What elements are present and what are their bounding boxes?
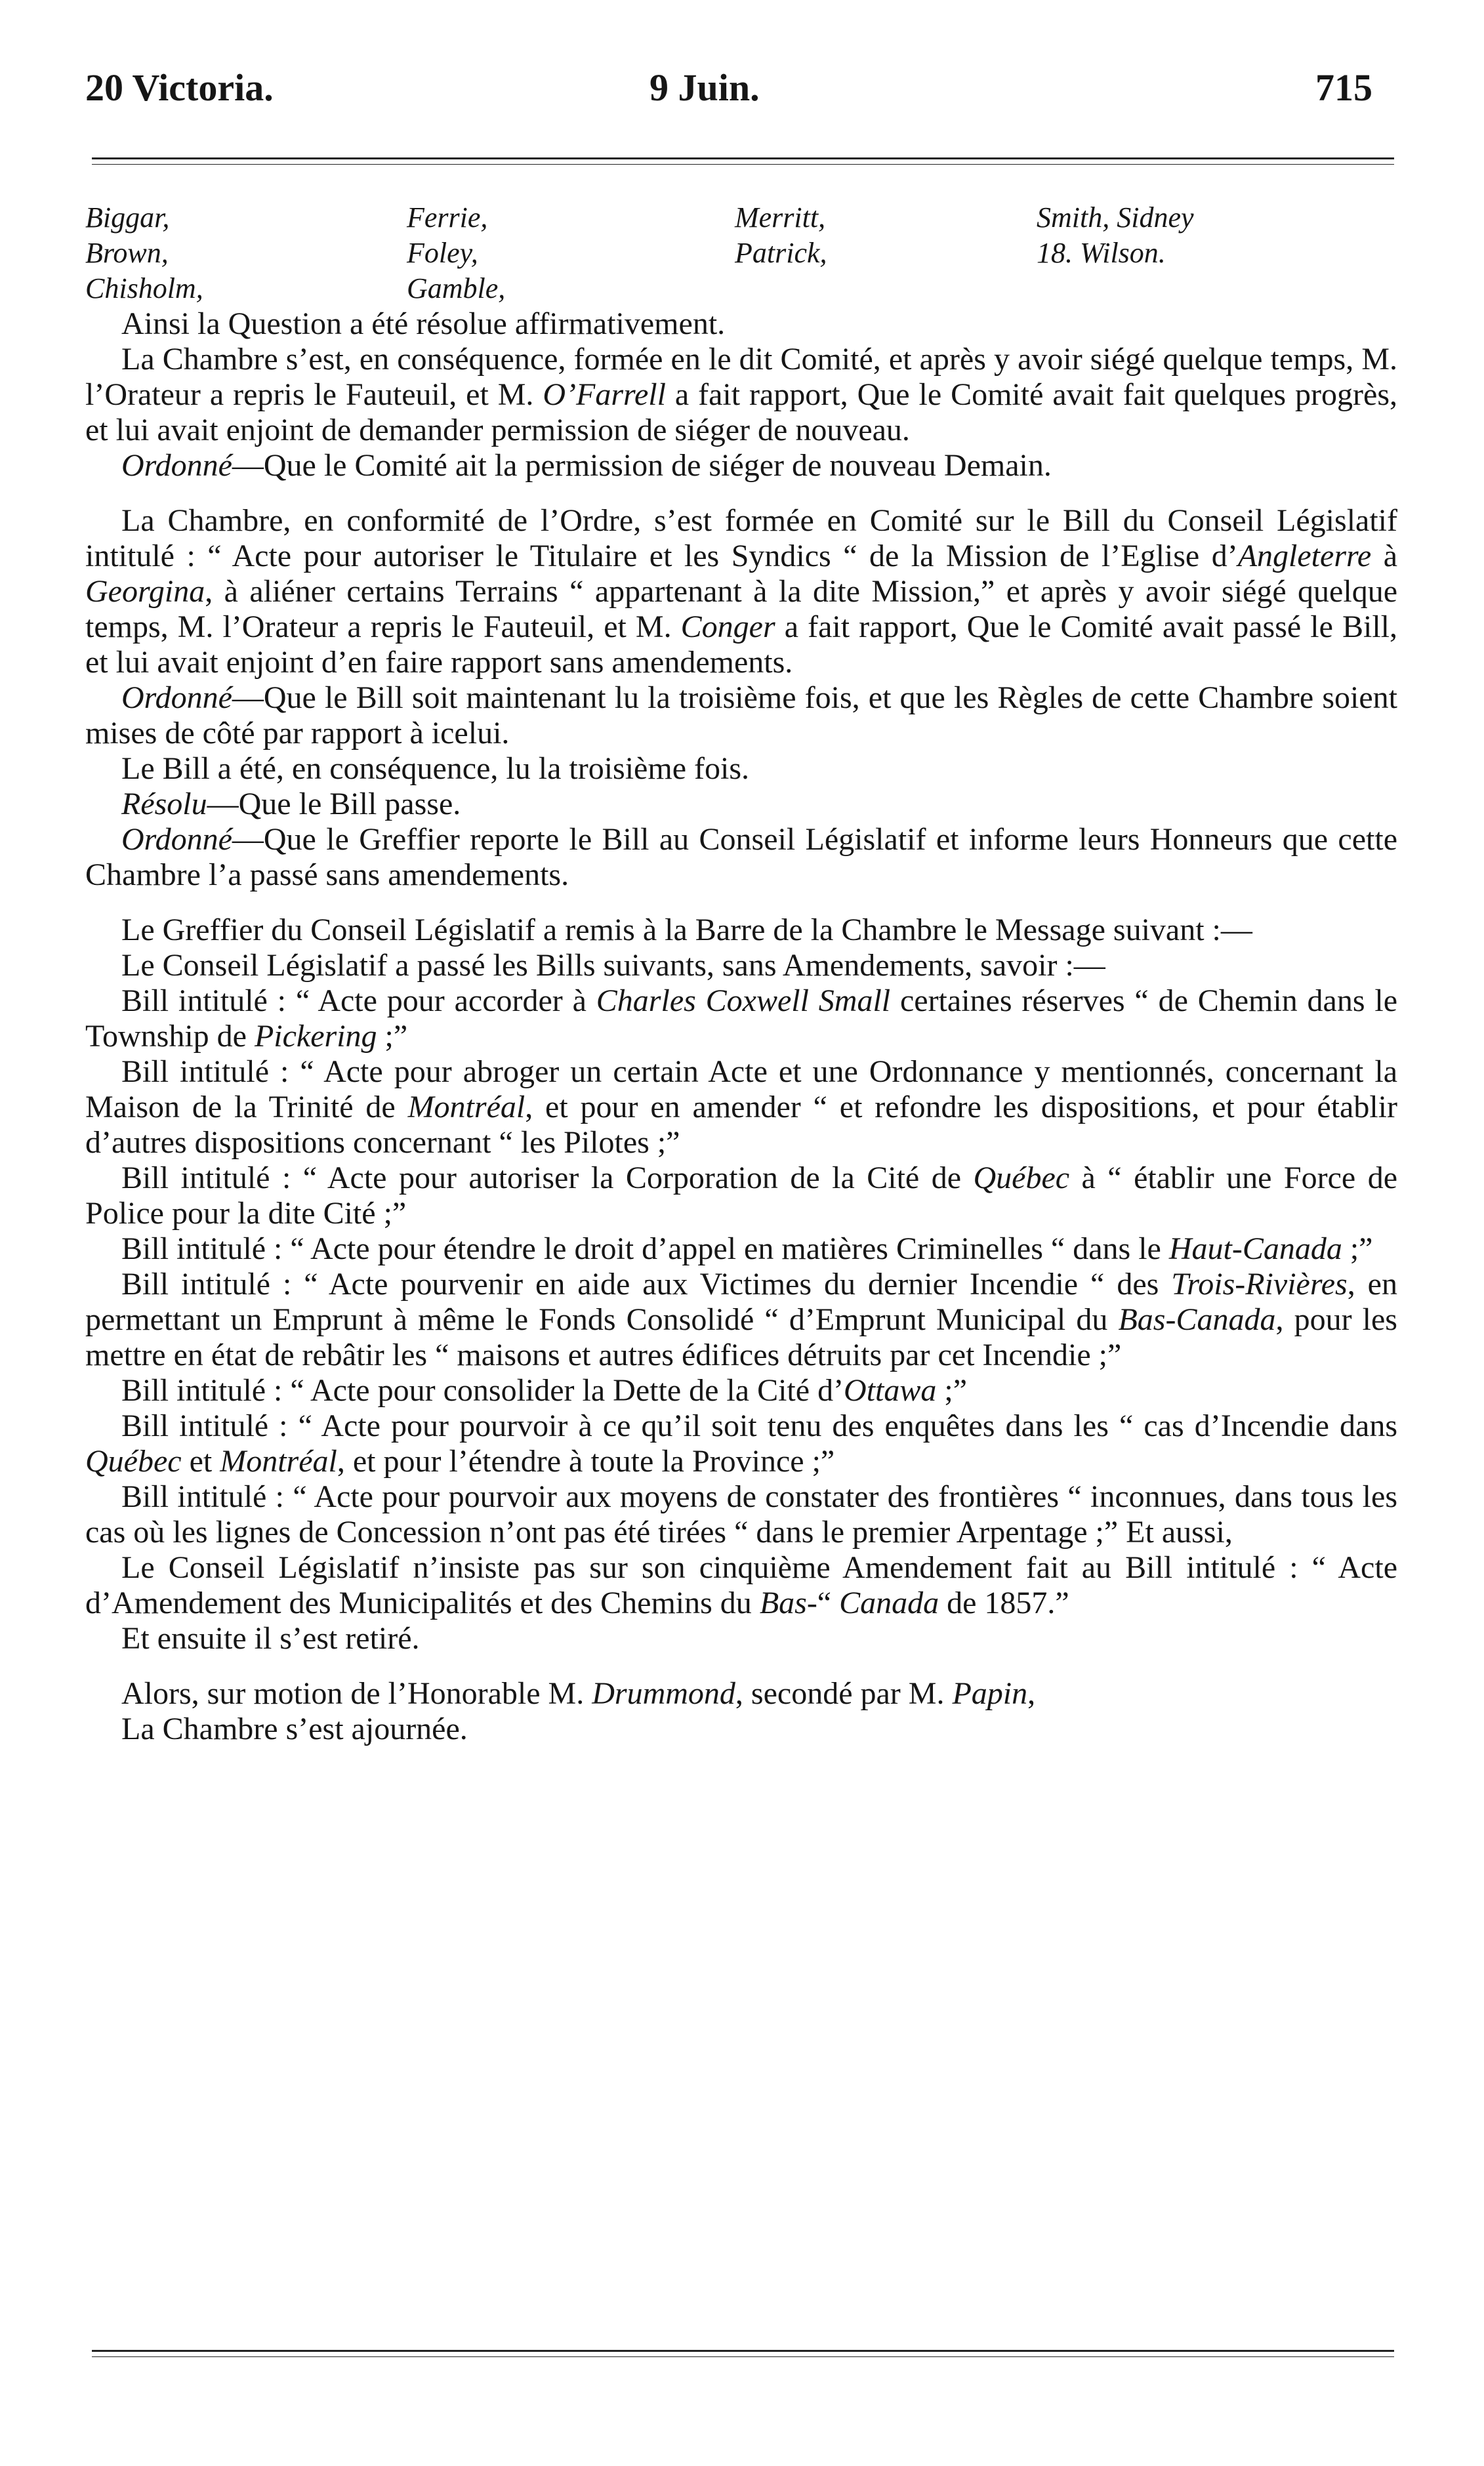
paragraph — [85, 1621, 1397, 1656]
text-run: “ — [817, 1586, 840, 1620]
italic-run: Papin — [952, 1676, 1028, 1711]
paragraph — [85, 822, 1397, 893]
italic-run: Résolu — [121, 787, 207, 821]
text-run: Le Conseil Législatif a passé les Bills suivants, sans Amendements, savoir :— — [121, 948, 1105, 983]
paragraph — [85, 1373, 1397, 1408]
italic-run: Georgina — [85, 574, 205, 609]
text-run: ;” — [936, 1373, 968, 1408]
text-run: Bill intitulé : “ Acte pour abroger un certain Acte et une Ordonnance y mentionnés, concernant la Maison de la Trinité de — [85, 1054, 1397, 1124]
italic-run: Charles Coxwell Small — [596, 983, 891, 1018]
names-column — [85, 200, 203, 306]
member-name: Gamble, — [407, 272, 506, 304]
header-rule — [92, 157, 1394, 159]
text-run: La Chambre s’est ajournée. — [121, 1712, 468, 1746]
division-names — [85, 200, 1397, 306]
names-column — [1037, 200, 1194, 271]
paragraph — [85, 983, 1397, 1054]
paragraph — [85, 1676, 1397, 1712]
header-date: 9 Juin. — [649, 66, 760, 109]
text-run: et — [181, 1444, 220, 1479]
member-name: Foley, — [407, 237, 478, 269]
italic-run: Canada — [839, 1586, 939, 1620]
text-run: à — [1371, 539, 1397, 573]
paragraph — [85, 913, 1397, 948]
paragraph — [85, 787, 1397, 822]
text-run: de 1857.” — [939, 1586, 1069, 1620]
text-run: —Que le Bill passe. — [207, 787, 461, 821]
paragraph — [85, 1712, 1397, 1747]
paragraph — [85, 342, 1397, 448]
paragraph — [85, 503, 1397, 680]
member-name: 18. Wilson. — [1037, 237, 1166, 269]
text-run: Bill intitulé : “ Acte pour consolider la Dette de la Cité d’ — [121, 1373, 844, 1408]
text-run: , pour les mettre en état de rebâtir les “ maisons et autres édifices détruits par cet Incendie ;” — [85, 1302, 1397, 1372]
member-name: Brown, — [85, 237, 169, 269]
paragraph — [85, 680, 1397, 751]
footer-rule — [92, 2350, 1394, 2352]
paragraph — [85, 1408, 1397, 1479]
text-run: a fait rapport, Que le Comité avait passé le Bill, et lui avait enjoint d’en faire rapport sans amendements. — [85, 609, 1397, 680]
running-header — [0, 66, 1484, 118]
text-run: Le Conseil Législatif n’insiste pas sur son cinquième Amendement fait au Bill intitulé : “ Acte d’Amendement des Municipalités et des Chemins du — [85, 1550, 1397, 1620]
member-name: Biggar, — [85, 201, 170, 234]
text-run: —Que le Comité ait la permission de siéger de nouveau Demain. — [232, 448, 1052, 483]
paragraph — [85, 1161, 1397, 1231]
italic-run: Pickering — [254, 1019, 377, 1054]
paragraph — [85, 1231, 1397, 1267]
journal-text — [85, 306, 1397, 1747]
italic-run: Ordonné — [121, 448, 232, 483]
paragraph — [85, 1479, 1397, 1550]
paragraph — [85, 1267, 1397, 1373]
text-run: , en permettant un Emprunt à même le Fonds Consolidé “ d’Emprunt Municipal du — [85, 1267, 1397, 1337]
names-column — [735, 200, 827, 271]
text-run: Et ensuite il s’est retiré. — [121, 1621, 420, 1656]
italic-run: Bas-Canada — [1118, 1302, 1276, 1337]
text-run: La Chambre, en conformité de l’Ordre, s’est formée en Comité sur le Bill du Conseil Législatif intitulé : “ Acte pour autoriser le Titulaire et les Syndics “ de la Mission de l’Eglise d’ — [85, 503, 1397, 573]
member-name: Chisholm, — [85, 272, 203, 304]
paragraph — [85, 306, 1397, 342]
italic-run: Montréal — [220, 1444, 337, 1479]
text-run: , secondé par M. — [735, 1676, 953, 1711]
paragraph — [85, 751, 1397, 787]
text-run: Bill intitulé : “ Acte pour autoriser la Corporation de la Cité de — [121, 1161, 974, 1195]
member-name: Smith, Sidney — [1037, 201, 1194, 234]
text-run: —Que le Greffier reporte le Bill au Conseil Législatif et informe leurs Honneurs que cette Chambre l’a passé sans amendements. — [85, 822, 1397, 892]
paragraph — [85, 448, 1397, 483]
member-name: Merritt, — [735, 201, 826, 234]
italic-run: Angleterre — [1237, 539, 1372, 573]
text-run: Bill intitulé : “ Acte pour pourvoir aux moyens de constater des frontières “ inconnues, dans tous les cas où les lignes de Concession n’ont pas été tirées “ dans le premier Arpentage ;” Et aussi, — [85, 1479, 1397, 1550]
header-session: 20 Victoria. — [85, 66, 274, 109]
text-run: Bill intitulé : “ Acte pourvenir en aide aux Victimes du dernier Incendie “ des — [121, 1267, 1172, 1302]
text-run: , et pour en amender “ et refondre les dispositions, et pour établir d’autres dispositions concernant “ les Pilotes ;” — [85, 1090, 1397, 1160]
paragraph — [85, 948, 1397, 983]
italic-run: Ordonné — [121, 680, 232, 715]
text-run: à “ établir une Force de Police pour la dite Cité ;” — [85, 1161, 1397, 1231]
text-run: Alors, sur motion de l’Honorable M. — [121, 1676, 592, 1711]
text-run: certaines réserves “ de Chemin dans le Township de — [85, 983, 1397, 1054]
header-page-number: 715 — [1315, 66, 1372, 109]
italic-run: Bas- — [759, 1586, 817, 1620]
italic-run: Trois-Rivières — [1171, 1267, 1348, 1302]
text-run: La Chambre s’est, en conséquence, formée en le dit Comité, et après y avoir siégé quelque temps, M. l’Orateur a repris le Fauteuil, et M. — [85, 342, 1397, 412]
italic-run: Montréal — [407, 1090, 526, 1124]
footer-rule-thin — [92, 2356, 1394, 2357]
text-run: Bill intitulé : “ Acte pour étendre le droit d’appel en matières Criminelles “ dans le — [121, 1231, 1169, 1266]
paragraph — [85, 1054, 1397, 1161]
text-run: Ainsi la Question a été résolue affirmativement. — [121, 306, 726, 341]
text-run: Le Greffier du Conseil Législatif a remis à la Barre de la Chambre le Message suivant :— — [121, 913, 1252, 947]
text-run: ;” — [1342, 1231, 1373, 1266]
text-run: Le Bill a été, en conséquence, lu la troisième fois. — [121, 751, 749, 786]
italic-run: Conger — [680, 609, 775, 644]
text-run: , à aliéner certains Terrains “ appartenant à la dite Mission,” et après y avoir siégé quelque temps, M. l’Orateur a repris le Fauteuil, et M. — [85, 574, 1397, 644]
italic-run: Ottawa — [844, 1373, 937, 1408]
names-column — [407, 200, 505, 306]
text-run: , et pour l’étendre à toute la Province ;” — [337, 1444, 835, 1479]
text-run: Bill intitulé : “ Acte pour pourvoir à ce qu’il soit tenu des enquêtes dans les “ cas d’Incendie dans — [121, 1408, 1397, 1443]
paragraph — [85, 1550, 1397, 1621]
text-run: —Que le Bill soit maintenant lu la troisième fois, et que les Règles de cette Chambre soient mises de côté par rapport à icelui. — [85, 680, 1397, 750]
italic-run: Ordonné — [121, 822, 232, 857]
italic-run: Québec — [85, 1444, 182, 1479]
text-run: Bill intitulé : “ Acte pour accorder à — [121, 983, 596, 1018]
italic-run: O’Farrell — [543, 377, 666, 412]
member-name: Ferrie, — [407, 201, 488, 234]
header-rule-thin — [92, 164, 1394, 165]
text-run: , — [1027, 1676, 1036, 1711]
italic-run: Québec — [973, 1161, 1070, 1195]
journal-body — [85, 200, 1397, 1747]
italic-run: Haut-Canada — [1168, 1231, 1342, 1266]
text-run: ;” — [377, 1019, 408, 1054]
member-name: Patrick, — [735, 237, 827, 269]
italic-run: Drummond — [592, 1676, 735, 1711]
text-run: a fait rapport, Que le Comité avait fait quelques progrès, et lui avait enjoint de demander permission de siéger de nouveau. — [85, 377, 1398, 447]
